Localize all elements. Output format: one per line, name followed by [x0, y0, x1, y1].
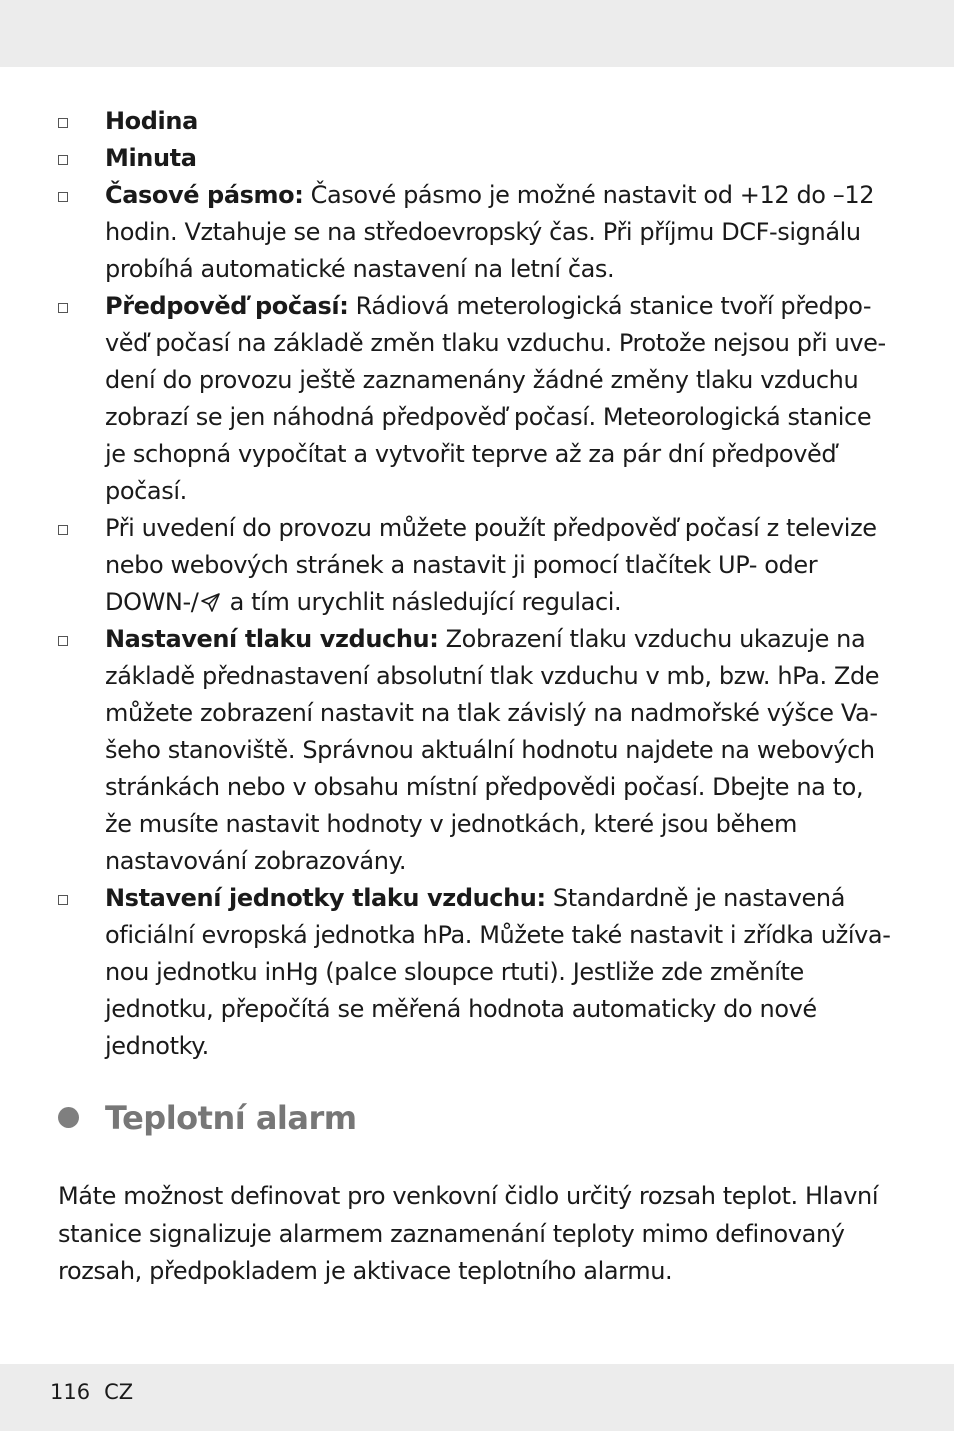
- list-item: [0, 288, 893, 510]
- item-text: a tím urychlit následující regulaci.: [222, 588, 622, 616]
- circle-bullet-icon: [58, 1107, 79, 1128]
- item-label: Hodina: [105, 107, 198, 135]
- list-item: [0, 140, 893, 177]
- item-label: Časové pásmo:: [105, 181, 304, 209]
- page-number: 116: [50, 1380, 91, 1404]
- checkbox-bullet-icon: [58, 525, 68, 535]
- list-item: [0, 177, 893, 288]
- item-label: Předpověď počasí:: [105, 292, 349, 320]
- checkbox-bullet-icon: [58, 118, 68, 128]
- item-text: Při uvedení do provozu můžete použít předpověď počasí z televize nebo webových stránek a nastavit ji pomocí tlačítek UP- oder DOWN-/: [105, 514, 877, 616]
- checkbox-bullet-icon: [58, 192, 68, 202]
- section-paragraph: Máte možnost definovat pro venkovní čidlo určitý rozsah teplot. Hlavní stanice signalizuje alarmem zaznamenání teploty mimo definovaný rozsah, předpokladem je aktivace teplotního alarmu.: [58, 1182, 879, 1285]
- item-label: Nstavení jednotky tlaku vzduchu:: [105, 884, 546, 912]
- item-text: Časové pásmo je možné nastavit od +12 do –12 hodin. Vztahuje se na středoevropský čas. Při příjmu DCF-signálu probíhá automatické nastavení na letní čas.: [105, 181, 875, 283]
- list-item: [0, 880, 893, 1065]
- page-footer: [50, 1378, 147, 1406]
- checkbox-bullet-icon: [58, 636, 68, 646]
- arrow-icon: [199, 592, 221, 614]
- header-band: [0, 0, 954, 67]
- item-text: Standardně je nastavená oficiální evropská jednotka hPa. Můžete také nastavit i zřídka užíva-nou jednotku inHg (palce sloupce rtuti). Jestliže zde změníte jednotku, přepočítá se měřená hodnota automaticky do nové jednotky.: [105, 884, 891, 1060]
- item-label: Nastavení tlaku vzduchu:: [105, 625, 439, 653]
- section-heading: Teplotní alarm: [105, 1099, 357, 1137]
- checkbox-bullet-icon: [58, 895, 68, 905]
- settings-list: [0, 103, 954, 1065]
- list-item: [0, 621, 893, 880]
- item-label: Minuta: [105, 144, 197, 172]
- item-text: Zobrazení tlaku vzduchu ukazuje na základě přednastavení absolutní tlak vzduchu v mb, bzw. hPa. Zde můžete zobrazení nastavit na tlak závislý na nadmořské výšce Va-šeho stanoviště. Správnou aktuální hodnotu najdete na webových stránkách nebo v obsahu místní předpovědi počasí. Dbejte na to, že musíte nastavit hodnoty v jednotkách, které jsou během nastavování zobrazovány.: [105, 625, 880, 875]
- checkbox-bullet-icon: [58, 303, 68, 313]
- language-code: CZ: [104, 1380, 134, 1404]
- checkbox-bullet-icon: [58, 155, 68, 165]
- list-item: [0, 510, 893, 621]
- item-text: Rádiová meterologická stanice tvoří předpo-věď počasí na základě změn tlaku vzduchu. Protože nejsou při uve-dení do provozu ještě zaznamenány žádné změny tlaku vzduchu zobrazí se jen náhodná předpověď počasí. Meteorologická stanice je schopná vypočítat a vytvořit teprve až za pár dní předpověď počasí.: [105, 292, 886, 505]
- list-item: [0, 103, 893, 140]
